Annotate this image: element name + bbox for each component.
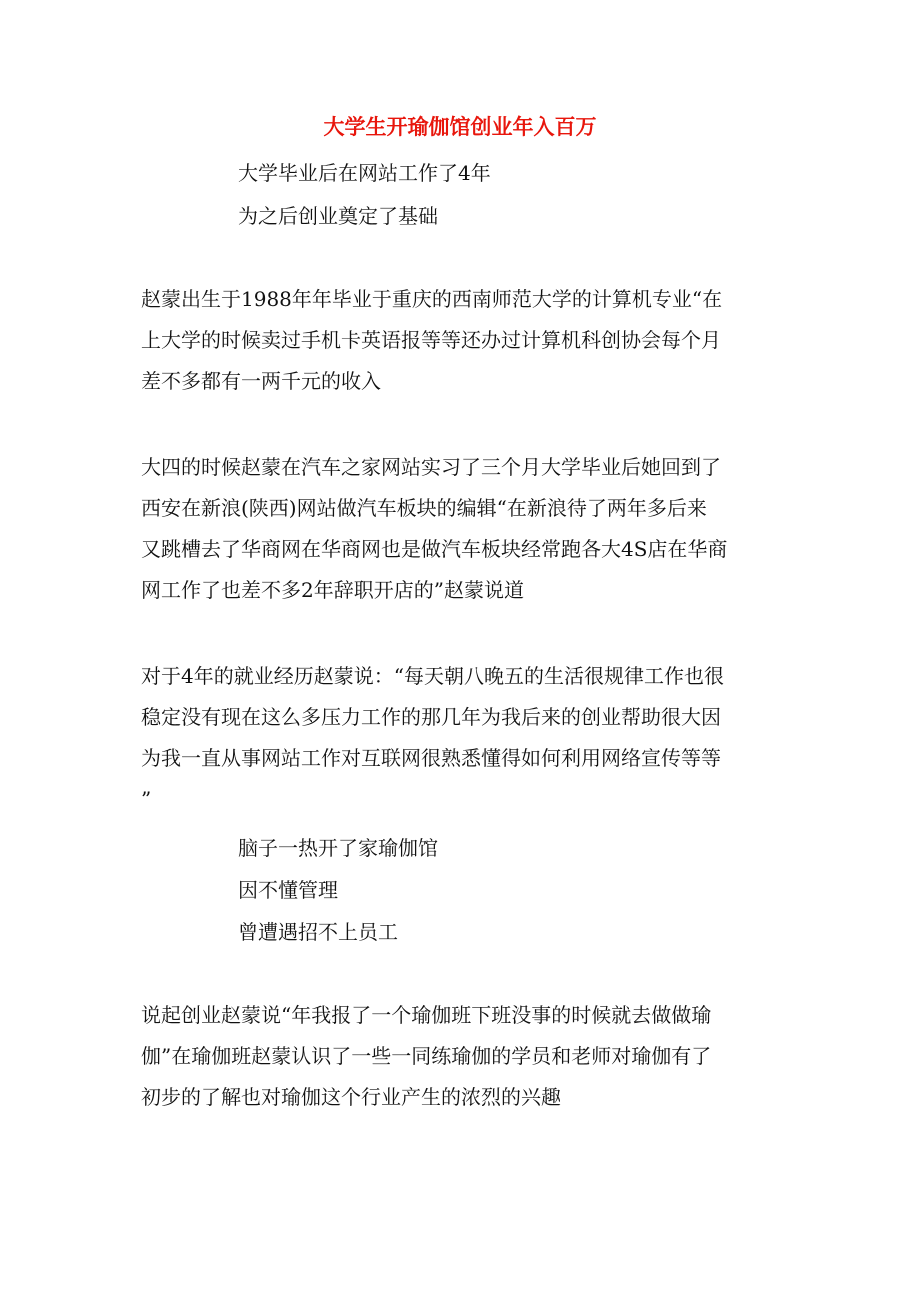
paragraph-line: 大四的时候赵蒙在汽车之家网站实习了三个月大学毕业后她回到了 — [141, 455, 721, 479]
paragraph-line: ” — [141, 787, 152, 811]
paragraph-line: 稳定没有现在这么多压力工作的那几年为我后来的创业帮助很大因 — [141, 705, 721, 729]
paragraph-internship — [141, 447, 791, 611]
paragraph-line: 说起创业赵蒙说“年我报了一个瑜伽班下班没事的时候就去做做瑜 — [141, 1003, 712, 1027]
paragraph-line: 网工作了也差不多2年辞职开店的”赵蒙说道 — [141, 578, 524, 602]
paragraph-line: 赵蒙出生于1988年年毕业于重庆的西南师范大学的计算机专业“在 — [141, 287, 723, 311]
paragraph-line: 上大学的时候卖过手机卡英语报等等还办过计算机科创协会每个月 — [141, 328, 721, 352]
paragraph-line: 又跳槽去了华商网在华商网也是做汽车板块经常跑各大4S店在华商 — [141, 537, 728, 561]
paragraph-line: 伽”在瑜伽班赵蒙认识了一些一同练瑜伽的学员和老师对瑜伽有了 — [141, 1044, 712, 1068]
paragraph-startup — [141, 995, 791, 1118]
subheading-management: 因不懂管理 — [238, 878, 338, 902]
subheading-yoga-studio: 脑子一热开了家瑜伽馆 — [238, 836, 438, 860]
subheading-foundation: 为之后创业奠定了基础 — [238, 204, 438, 228]
paragraph-line: 西安在新浪(陕西)网站做汽车板块的编辑“在新浪待了两年多后来 — [141, 496, 707, 520]
paragraph-line: 初步的了解也对瑜伽这个行业产生的浓烈的兴趣 — [141, 1085, 561, 1109]
subheading-work-years: 大学毕业后在网站工作了4年 — [238, 161, 491, 185]
paragraph-line: 为我一直从事网站工作对互联网很熟悉懂得如何利用网络宣传等等 — [141, 746, 721, 770]
subheading-staffing: 曾遭遇招不上员工 — [238, 920, 398, 944]
paragraph-line: 对于4年的就业经历赵蒙说：“每天朝八晚五的生活很规律工作也很 — [141, 664, 724, 688]
paragraph-line: 差不多都有一两千元的收入 — [141, 369, 381, 393]
paragraph-experience — [141, 656, 791, 820]
paragraph-background — [141, 279, 791, 402]
document-title: 大学生开瑜伽馆创业年入百万 — [323, 115, 597, 139]
